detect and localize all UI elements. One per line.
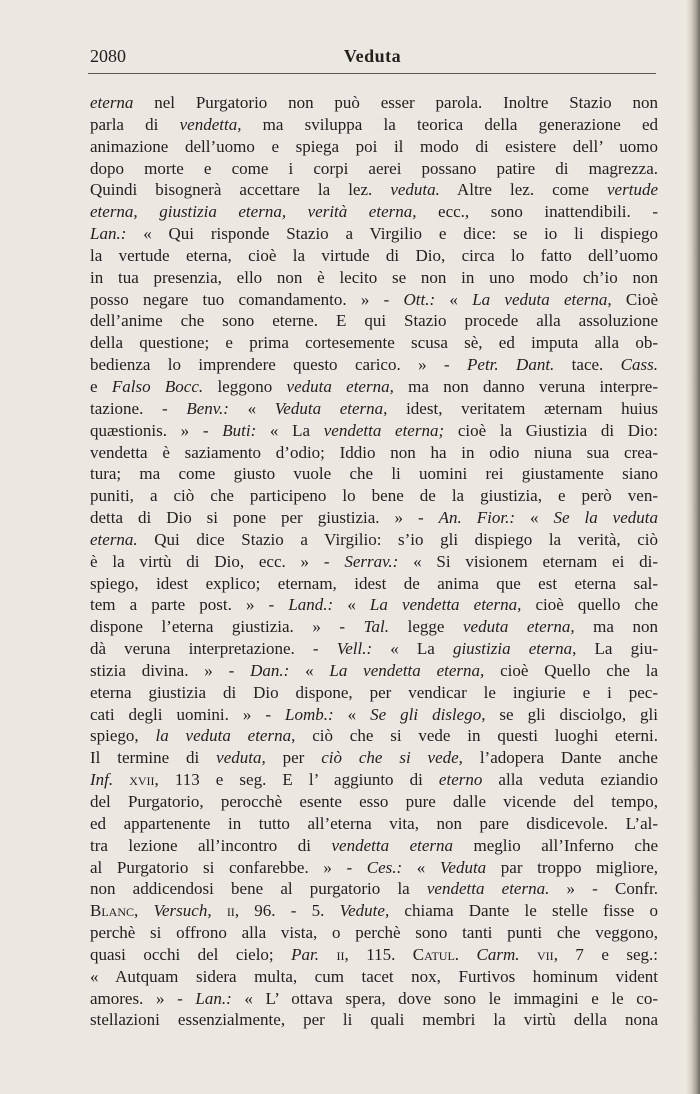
text-run: cioè quello che xyxy=(521,595,658,615)
text-line xyxy=(90,638,658,660)
text-run: dà veruna interpretazione. - xyxy=(90,639,337,659)
italic-text: Benv.: xyxy=(186,398,229,418)
text-line xyxy=(90,179,658,201)
text-line xyxy=(90,332,658,354)
text-line xyxy=(90,769,658,791)
italic-text: Lan.: xyxy=(195,988,232,1008)
text-run: tem a parte post. » - xyxy=(90,595,289,615)
italic-text: Se gli dislego, xyxy=(370,704,486,724)
italic-text: La vendetta eterna, xyxy=(329,660,485,680)
text-run: cioè la Giustizia di Dio: xyxy=(444,420,658,440)
italic-text: vendetta eterna; xyxy=(323,420,445,440)
italic-text: Petr. Dant. xyxy=(467,355,555,375)
text-run: Altre lez. come xyxy=(439,180,608,200)
text-line xyxy=(90,835,658,857)
text-run: bedienza lo imprendere questo carico. » - xyxy=(90,355,468,375)
text-run: perchè si offrono alla vista, o perchè sono tanti punti che veggono, xyxy=(90,923,658,943)
italic-text: ciò che si vede, xyxy=(321,748,463,768)
italic-text: vendetta eterna. xyxy=(426,879,550,899)
text-run: ma non danno veruna interpre- xyxy=(393,376,658,396)
italic-text: Serrav.: xyxy=(344,551,399,571)
text-run: Quindi bisognerà accettare la lez. xyxy=(90,180,391,200)
italic-text: Vell.: xyxy=(336,639,373,659)
text-line xyxy=(90,660,658,682)
italic-text: eterno xyxy=(438,770,483,790)
text-run: « L’ ottava spera, dove sono le immagini e le co- xyxy=(231,988,658,1008)
text-line xyxy=(90,136,658,158)
italic-text: eterna. xyxy=(90,529,138,549)
text-run: puniti, a ciò che participeno lo bene de la giustizia, e però ven- xyxy=(90,486,658,506)
italic-text: la veduta eterna, xyxy=(155,726,296,746)
text-run: cati degli uomini. » - xyxy=(90,704,286,724)
text-line xyxy=(90,573,658,595)
italic-text: eterna, giustizia eterna, verità eterna, xyxy=(90,202,417,222)
italic-text: eterna xyxy=(90,93,134,112)
text-run: « La xyxy=(256,420,324,440)
text-run: « xyxy=(515,508,554,528)
text-line xyxy=(90,223,658,245)
text-run xyxy=(459,945,476,964)
text-run: « xyxy=(333,704,371,724)
text-run: leggono xyxy=(203,376,287,396)
italic-text: Falso Bocc. xyxy=(111,376,204,396)
text-run: eterna giustizia di Dio dispone, per vendicar le ingiurie e i pec- xyxy=(90,682,658,702)
text-run: vendetta è saziamento d’odio; Iddio non ha in odio niuna sua crea- xyxy=(90,442,658,462)
italic-text: Versuch, xyxy=(153,901,212,921)
italic-text: Cass. xyxy=(620,355,658,375)
text-run: tura; ma come giusto vuole che li uomini rei giustamente siano xyxy=(90,464,658,484)
small-caps-text: vii xyxy=(537,944,554,964)
text-run: « xyxy=(435,289,473,309)
page-number: 2080 xyxy=(90,46,126,66)
italic-text: veduta eterna, xyxy=(286,376,394,396)
small-caps-text: ii xyxy=(336,944,345,964)
text-run: tace. xyxy=(554,355,621,375)
italic-text: vertude xyxy=(607,180,658,200)
text-line xyxy=(90,594,658,616)
text-run: Cioè xyxy=(611,289,658,309)
italic-text: Par. xyxy=(291,944,319,964)
text-run: tra lezione all’incontro di xyxy=(90,835,332,855)
text-line xyxy=(90,900,658,922)
text-line xyxy=(90,376,658,398)
text-run: alla veduta eziandio xyxy=(482,770,658,790)
italic-text: Carm. xyxy=(476,944,520,964)
text-run: in tua presenzia, ello non è lecito se non in uno modo ch’io non xyxy=(90,267,658,287)
small-caps-text: Blanc xyxy=(90,901,135,921)
text-run: La giu- xyxy=(576,639,658,659)
italic-text: An. Fior.: xyxy=(438,508,515,528)
text-line xyxy=(90,114,658,136)
text-run: Il termine di xyxy=(90,748,217,768)
text-line xyxy=(90,725,658,747)
text-run: ciò che si vede in questi luoghi eterni. xyxy=(295,726,658,746)
text-run: meglio all’Inferno che xyxy=(453,835,658,855)
text-run xyxy=(319,945,336,964)
text-run: del Purgatorio, perocchè esente esso pure dalle vicende del tempo, xyxy=(90,792,658,811)
text-run: posso negare tuo comandamento. » - xyxy=(90,289,404,309)
text-run: , 96. - 5. xyxy=(234,901,340,921)
text-run: ed appartenente in tutto all’eterna vita, non pare disdicevole. L’al- xyxy=(90,813,658,833)
text-run: , 7 e seg.: xyxy=(553,944,658,964)
text-run: « Qui risponde Stazio a Virgilio e dice: se io li dispiego xyxy=(126,224,658,244)
italic-text: Tal. xyxy=(363,617,390,637)
text-run: , 113 e seg. E l’ aggiunto di xyxy=(154,770,439,790)
text-run: è la virtù di Dio, ecc. » - xyxy=(90,551,345,571)
text-line xyxy=(90,1009,658,1031)
text-run: tazione. - xyxy=(90,398,187,418)
text-run: amores. » - xyxy=(90,988,196,1008)
text-line xyxy=(90,966,658,988)
italic-text: Veduta xyxy=(439,857,487,877)
text-run: spiego, xyxy=(90,726,156,746)
italic-text: vendetta eterna xyxy=(331,835,454,855)
text-line xyxy=(90,507,658,529)
italic-text: veduta. xyxy=(390,180,440,200)
text-run: ma sviluppa la teorica della generazione ed xyxy=(241,114,658,134)
text-line xyxy=(90,857,658,879)
header-rule xyxy=(88,73,656,74)
italic-text: Ces.: xyxy=(366,857,403,877)
text-line xyxy=(90,245,658,267)
italic-text: Land.: xyxy=(288,595,334,615)
text-line xyxy=(90,442,658,464)
text-run: animazione dell’uomo e spiega poi il modo di esistere dell’ uomo xyxy=(90,136,658,156)
text-run: « xyxy=(289,660,330,680)
running-head-title: Veduta xyxy=(343,46,402,66)
italic-text: Lan.: xyxy=(90,224,127,244)
text-run xyxy=(113,770,129,789)
text-run: e xyxy=(90,376,112,396)
text-line xyxy=(90,289,658,311)
text-run: spiego, idest explico; eternam, idest de anima que est eterna sal- xyxy=(90,573,658,593)
italic-text: Ott.: xyxy=(403,289,436,309)
body-text xyxy=(90,92,658,1031)
text-run xyxy=(212,901,227,920)
text-run: dell’anime che sono eterne. E qui Stazio procede alla assoluzione xyxy=(90,311,658,331)
italic-text: Vedute, xyxy=(339,901,390,921)
text-run: al Purgatorio si confarebbe. » - xyxy=(90,857,367,877)
text-run: Qui dice Stazio a Virgilio: s’io gli dispiego la verità, ciò xyxy=(137,529,658,549)
text-line xyxy=(90,747,658,769)
italic-text: veduta, xyxy=(216,748,266,768)
text-run: « xyxy=(333,595,370,615)
text-line xyxy=(90,704,658,726)
italic-text: Lomb.: xyxy=(285,704,334,724)
text-run: « La xyxy=(372,639,453,659)
text-run: par troppo migliore, xyxy=(486,857,658,877)
italic-text: Buti: xyxy=(222,420,257,440)
text-run: dopo morte e come i corpi aerei possano patire di magrezza. xyxy=(90,158,658,178)
italic-text: veduta eterna, xyxy=(463,617,575,637)
text-run: nel Purgatorio non può esser parola. Inoltre Stazio non xyxy=(133,93,658,112)
text-run: l’adopera Dante anche xyxy=(462,748,658,768)
text-run: , xyxy=(134,901,154,921)
text-run: quæstionis. » - xyxy=(90,420,223,440)
page-header xyxy=(90,46,655,70)
text-line xyxy=(90,616,658,638)
small-caps-text: ii xyxy=(226,901,235,921)
italic-text: La vendetta eterna, xyxy=(369,595,522,615)
small-caps-text: xvii xyxy=(129,770,155,790)
text-line xyxy=(90,682,658,704)
text-line xyxy=(90,791,658,813)
text-run: stellazioni essenzialmente, per li quali membri la virtù della nona xyxy=(90,1010,658,1030)
italic-text: La veduta eterna, xyxy=(472,289,612,309)
text-line xyxy=(90,354,658,376)
text-line xyxy=(90,529,658,551)
text-run xyxy=(520,945,537,964)
text-run: dispone l’eterna giustizia. » - xyxy=(90,617,364,637)
text-run: « xyxy=(228,398,275,418)
text-run: legge xyxy=(389,617,463,637)
text-line xyxy=(90,813,658,835)
text-line xyxy=(90,551,658,573)
text-run: della questione; e prima cortesemente scusa sè, ed imputa alla ob- xyxy=(90,333,658,353)
italic-text: Se la veduta xyxy=(553,508,658,528)
text-run: ma non xyxy=(574,617,658,637)
text-line xyxy=(90,92,658,114)
text-line xyxy=(90,485,658,507)
italic-text: giustizia eterna, xyxy=(452,639,577,659)
text-run: « xyxy=(402,857,440,877)
text-run: cioè Quello che la xyxy=(484,660,658,680)
text-run: per xyxy=(265,748,322,768)
text-run: la vertude eterna, cioè la virtude di Dio, circa lo fatto dell’uomo xyxy=(90,245,658,265)
text-line xyxy=(90,398,658,420)
text-line xyxy=(90,878,658,900)
text-run: « Autquam sidera multa, cum tacet nox, Furtivos hominum vident xyxy=(90,966,658,986)
text-run: ecc., sono inattendibili. - xyxy=(416,202,658,222)
text-run: se gli disciolgo, gli xyxy=(485,704,658,724)
text-line xyxy=(90,158,658,180)
text-run: non addicendosi bene al purgatorio la xyxy=(90,879,427,899)
page-edge-shadow xyxy=(686,0,700,1094)
text-run: parla di xyxy=(90,114,180,134)
text-run: « Si visionem eternam ei di- xyxy=(398,551,658,571)
text-line xyxy=(90,988,658,1010)
text-run: stizia divina. » - xyxy=(90,660,251,680)
text-line xyxy=(90,420,658,442)
italic-text: Dan.: xyxy=(250,660,290,680)
text-run: , 115. xyxy=(344,944,413,964)
text-run: idest, veritatem æternam huius xyxy=(387,398,658,418)
text-run: chiama Dante le stelle fisse o xyxy=(389,901,658,921)
text-line xyxy=(90,463,658,485)
italic-text: vendetta, xyxy=(179,114,242,134)
text-line xyxy=(90,944,658,966)
text-line xyxy=(90,922,658,944)
italic-text: Veduta eterna, xyxy=(274,398,388,418)
text-line xyxy=(90,201,658,223)
text-run: quasi occhi del cielo; xyxy=(90,944,292,964)
text-run: » - Confr. xyxy=(549,879,658,899)
small-caps-text: Catul. xyxy=(412,944,460,964)
text-line xyxy=(90,267,658,289)
text-line xyxy=(90,310,658,332)
text-run: detta di Dio si pone per giustizia. » - xyxy=(90,508,439,528)
italic-text: Inf. xyxy=(90,770,114,790)
